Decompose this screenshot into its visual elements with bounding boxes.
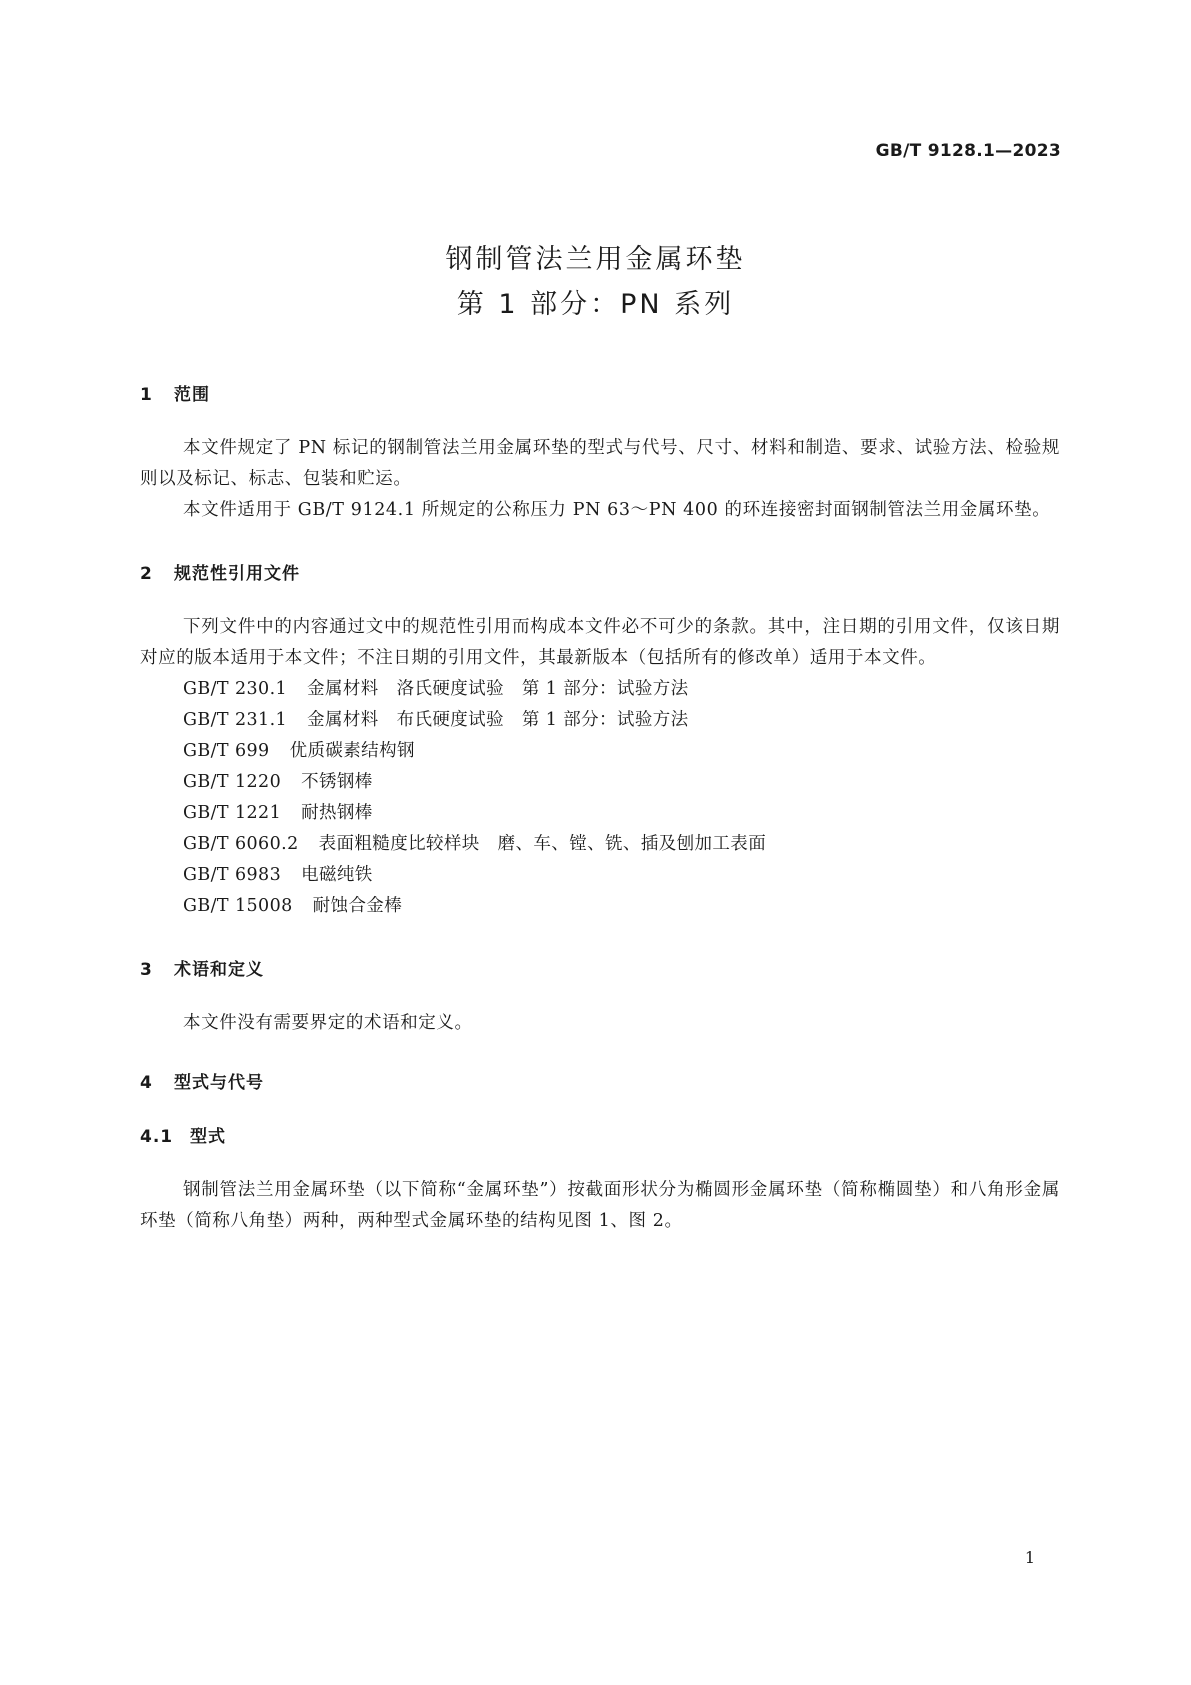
page-number: 1 — [1024, 1548, 1035, 1567]
section-title: 规范性引用文件 — [174, 564, 300, 584]
title-line-1: 钢制管法兰用金属环垫 — [445, 244, 746, 275]
reference-item — [140, 705, 1060, 736]
reference-code: GB/T 1220 — [183, 772, 282, 792]
reference-title: 金属材料 布氏硬度试验 第 1 部分：试验方法 — [307, 710, 689, 730]
reference-code: GB/T 231.1 — [183, 710, 288, 730]
section-1-paragraph-2: 本文件适用于 GB/T 9124.1 所规定的公称压力 PN 63～PN 400 的环连接密封面钢制管法兰用金属环垫。 — [183, 500, 1051, 520]
reference-code: GB/T 15008 — [183, 896, 293, 916]
section-4-1-paragraph: 钢制管法兰用金属环垫（以下简称“金属环垫”）按截面形状分为椭圆形金属环垫（简称椭圆垫）和八角形金属环垫（简称八角垫）两种，两种型式金属环垫的结构见图 1、图 2。 — [140, 1180, 1060, 1231]
reference-item — [140, 767, 1060, 798]
reference-title: 优质碳素结构钢 — [289, 741, 415, 761]
section-title: 术语和定义 — [174, 960, 264, 980]
section-title: 型式与代号 — [174, 1073, 264, 1093]
reference-item — [140, 829, 1060, 860]
reference-title: 电磁纯铁 — [301, 865, 373, 885]
section-1-heading — [140, 383, 1060, 407]
reference-item — [140, 860, 1060, 891]
reference-title: 耐蚀合金棒 — [312, 896, 403, 916]
reference-title: 耐热钢棒 — [301, 803, 373, 823]
reference-code: GB/T 1221 — [183, 803, 282, 823]
reference-item — [140, 736, 1060, 767]
reference-code: GB/T 6983 — [183, 865, 282, 885]
section-number: 2 — [140, 564, 153, 584]
reference-code: GB/T 6060.2 — [183, 834, 299, 854]
section-3-paragraph: 本文件没有需要界定的术语和定义。 — [183, 1013, 473, 1033]
section-number: 4.1 — [140, 1127, 174, 1147]
document-body — [140, 383, 1060, 1237]
title-line-2: 第 1 部分：PN 系列 — [456, 289, 735, 320]
section-4-1-heading — [140, 1125, 1060, 1149]
normative-references-list — [140, 674, 1060, 922]
section-2-heading — [140, 562, 1060, 586]
section-number: 1 — [140, 385, 153, 405]
reference-title: 金属材料 洛氏硬度试验 第 1 部分：试验方法 — [307, 679, 689, 699]
section-2-intro: 下列文件中的内容通过文中的规范性引用而构成本文件必不可少的条款。其中，注日期的引用文件，仅该日期对应的版本适用于本文件；不注日期的引用文件，其最新版本（包括所有的修改单）适用于本文件。 — [140, 617, 1060, 668]
section-1-paragraph-1: 本文件规定了 PN 标记的钢制管法兰用金属环垫的型式与代号、尺寸、材料和制造、要求、试验方法、检验规则以及标记、标志、包装和贮运。 — [140, 438, 1060, 489]
section-title: 范围 — [174, 385, 210, 405]
reference-title: 不锈钢棒 — [301, 772, 373, 792]
reference-code: GB/T 230.1 — [183, 679, 288, 699]
section-number: 4 — [140, 1073, 153, 1093]
section-4-heading — [140, 1071, 1060, 1095]
standard-code: GB/T 9128.1—2023 — [875, 141, 1061, 161]
reference-item — [140, 798, 1060, 829]
section-3-heading — [140, 958, 1060, 982]
reference-code: GB/T 699 — [183, 741, 270, 761]
reference-title: 表面粗糙度比较样块 磨、车、镗、铣、插及刨加工表面 — [318, 834, 767, 854]
document-title — [0, 237, 1191, 327]
reference-item — [140, 891, 1060, 922]
section-number: 3 — [140, 960, 153, 980]
reference-item — [140, 674, 1060, 705]
section-title: 型式 — [190, 1127, 226, 1147]
